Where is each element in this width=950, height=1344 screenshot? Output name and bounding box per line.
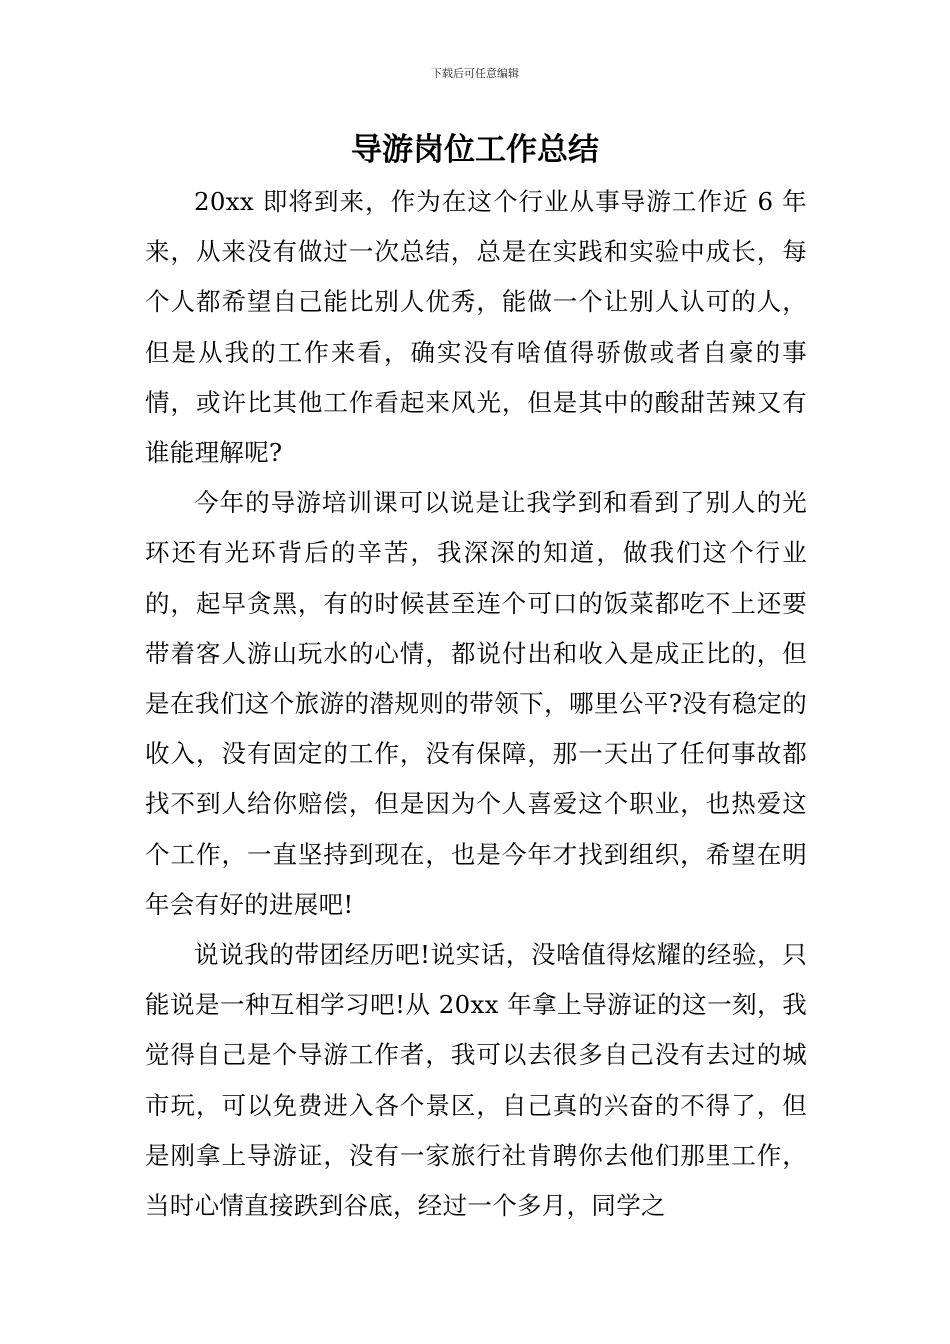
document-title: 导游岗位工作总结 bbox=[351, 132, 599, 168]
paragraph-1: 20xx 即将到来，作为在这个行业从事导游工作近 6 年来，从来没有做过一次总结，总是在实践和实验中成长，每个人都希望自己能比别人优秀，能做一个让别人认可的人，但是从我的工作来看，确实没有啥值得骄傲或者自豪的事情，或许比其他工作看起来风光，但是其中的酸甜苦辣又有谁能理解呢? bbox=[145, 187, 807, 468]
page-header: 下载后可任意编辑 bbox=[431, 67, 519, 80]
paragraph-2: 今年的导游培训课可以说是让我学到和看到了别人的光环还有光环背后的辛苦，我深深的知道，做我们这个行业的，起早贪黑，有的时候甚至连个可口的饭菜都吃不上还要带着客人游山玩水的心情，都说付出和收入是成正比的，但是在我们这个旅游的潜规则的带领下，哪里公平?没有稳定的收入，没有固定的工作，没有保障，那一天出了任何事故都找不到人给你赔偿，但是因为个人喜爱这个职业，也热爱这个工作，一直坚持到现在，也是今年才找到组织，希望在明年会有好的进展吧! bbox=[145, 488, 807, 919]
paragraph-3: 说说我的带团经历吧!说实话，没啥值得炫耀的经验，只能说是一种互相学习吧!从 20xx 年拿上导游证的这一刻，我觉得自己是个导游工作者，我可以去很多自己没有去过的城市玩，可以免费进入各个景区，自己真的兴奋的不得了，但是刚拿上导游证，没有一家旅行社肯聘你去他们那里工作，当时心情直接跌到谷底，经过一个多月，同学之 bbox=[145, 940, 807, 1221]
document-body bbox=[145, 177, 807, 1231]
